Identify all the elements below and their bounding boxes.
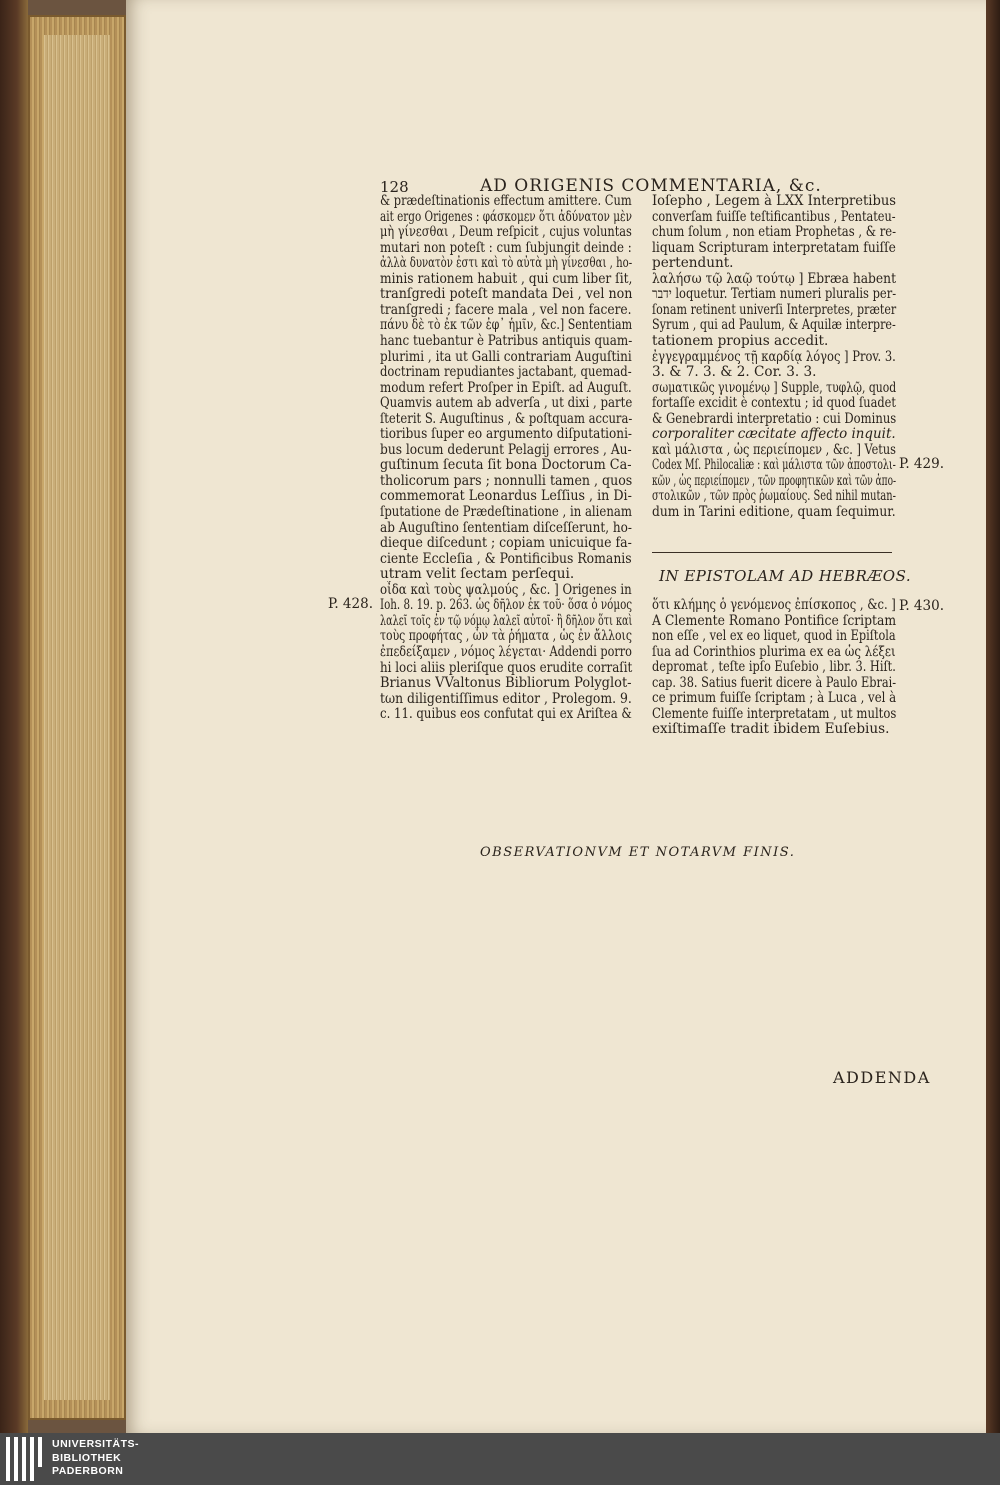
hebrews-note-line: ce primum fuiſſe ſcriptam ; à Luca , vel à — [652, 690, 897, 707]
left-column-line: minis rationem habuit , qui cum liber ſit, — [380, 270, 633, 287]
left-column-line: μὴ γίνεσθαι , Deum reſpicit , cujus voluntas — [380, 224, 632, 241]
left-column-line: utram velit ſectam perſequi. — [380, 566, 575, 583]
section-divider — [652, 552, 892, 553]
left-column-line: λαλεῖ τοῖς ἐν τῷ νόμῳ λαλεῖ αὐτοῖ· ἢ δῆλον ὅτι καὶ — [380, 612, 633, 629]
hebrews-note-line: exiſtimaſſe tradit ibidem Euſebius. — [652, 721, 890, 738]
left-column-line: modum refert Proſper in Epiſt. ad Auguſt. — [380, 379, 632, 396]
right-column-line: στολικῶν , τῶν πρὸς ῥωμαίους. Sed nihil mutan- — [652, 488, 896, 505]
hebrews-note-line: A Clemente Romano Pontifice ſcriptam — [652, 612, 897, 629]
right-column-line: ſonam retinent univerſi Interpretes, præter — [652, 301, 897, 318]
right-column-line: Ioſepho , Legem à LXX Interpretibus — [652, 193, 897, 209]
left-column-line: tranſgredi ; facere mala , vel non facere. — [380, 301, 632, 318]
catchword: ADDENDA — [833, 1068, 931, 1087]
left-column-line: dieque diſcedunt ; copiam unicuique fa- — [380, 535, 632, 552]
running-title: AD ORIGENIS COMMENTARIA, &c. — [480, 176, 822, 196]
left-column-line: tωn diligentiſſimus editor , Prolegom. 9. — [380, 690, 632, 707]
right-column-line: καὶ μάλιστα , ὡς περιείπομεν , &c. ] Vetus — [652, 441, 896, 458]
book-binding — [0, 0, 28, 1433]
left-column-line: ait ergo Origenes : φάσκομεν ὅτι ἀδύνατον μὲν — [380, 208, 632, 225]
left-column-line: Brianus VValtonus Bibliorum Polyglot- — [380, 675, 632, 692]
right-column-line: tationem propius accedit. — [652, 332, 829, 349]
book-cover-edge — [986, 0, 1000, 1433]
right-column-line: fortaſſe excidit è contextu ; id quod ſuadet — [652, 395, 896, 412]
hebrews-note-line: ὅτι κλήμης ὁ γενόμενος ἐπίσκοπος , &c. ] — [652, 597, 896, 613]
hebrews-note-line: Clemente fuiſſe interpretatam , ut multos — [652, 705, 897, 722]
gilt-page-edge — [28, 15, 126, 1420]
right-column-line: ἐγγεγραμμένος τῇ καρδίᾳ λόγος ] Prov. 3. — [652, 348, 896, 365]
right-column-line: Codex Mſ. Philocaliæ : καὶ μάλιστα τῶν ἀποστολι- — [652, 457, 896, 474]
right-column-line: λαλήσω τῷ λαῷ τούτῳ ] Ebræa habent — [652, 270, 897, 287]
right-column-line: pertendunt. — [652, 255, 734, 272]
left-column-line: ſputatione de Prædeſtinatione , in alienam — [380, 504, 632, 520]
left-column-line: tholicorum pars ; nonnulli tamen , quos — [380, 472, 633, 489]
margin-note-p430: P. 430. — [899, 598, 944, 614]
left-column-line: οἶδα καὶ τοὺς ψαλμούς , &c. ] Origenes in — [380, 581, 632, 598]
finis-line: OBSERVATIONVM ET NOTARVM FINIS. — [480, 845, 796, 860]
left-column-line: ab Auguſtino ſententiam diſceſſerunt, ho- — [380, 519, 632, 536]
left-column-line: mutari non poteſt : cum ſubjungit deinde : — [380, 239, 632, 256]
left-column-line: c. 11. quibus eos confutat qui ex Ariſtea & — [380, 706, 632, 723]
page-number: 128 — [380, 178, 409, 196]
right-column-line: Syrum , qui ad Paulum, & Aquilæ interpre- — [652, 317, 896, 334]
right-column-line: σωματικῶς γινομένῳ ] Supple, τυφλῷ, quod — [652, 379, 897, 396]
left-column-line: guſtinum ſecuta ſit bona Doctorum Ca- — [380, 457, 632, 474]
left-column-line: πάνυ δὲ τὸ ἐκ τῶν ἐφ᾽ ἡμῖν, &c.] Sententiam — [380, 317, 633, 334]
library-logo-icon — [6, 1437, 44, 1481]
left-column-line: tioribus ſuper eo argumento diſputationi- — [380, 426, 633, 443]
left-column-line: hanc tuebantur è Patribus antiquis quam- — [380, 332, 633, 349]
left-column-line: Ioh. 8. 19. p. 263. ὡς δῆλον ἐκ τοῦ· ὅσα ὁ νόμος — [380, 597, 633, 614]
right-column-line: κῶν , ὡς περιείπομεν , τῶν προφητικῶν καὶ τῶν ἀπο- — [652, 472, 897, 489]
right-column-line: corporaliter cæcitate affecto inquit. — [652, 426, 896, 443]
left-column-line: doctrinam repudiantes jactabant, quemad- — [380, 364, 632, 381]
margin-note-p428: P. 428. — [328, 596, 373, 612]
left-column-line: tranſgredi poteſt mandata Dei , vel non — [380, 286, 633, 303]
left-column-line: τοὺς προφήτας , ὧν τὰ ῥήματα , ὡς ἐν ἄλλοις — [380, 628, 632, 645]
right-column-line: & Genebrardi interpretatio : cui Dominus — [652, 410, 897, 427]
hebrews-note-line: ſua ad Corinthios plurima ex ea ὡς λέξει — [652, 643, 896, 660]
left-column-line: & prædeſtinationis effectum amittere. Cum — [380, 193, 632, 209]
left-column-line: Quamvis autem ab adverſa , ut dixi , parte — [380, 395, 633, 412]
left-column-line: plurimi , ita ut Galli contrariam Auguſtini — [380, 348, 632, 365]
right-column-line: ידבר loquetur. Tertiam numeri pluralis per- — [652, 286, 897, 303]
hebrews-note-line: depromat , teſte ipſo Euſebio , libr. 3. Hiſt. — [652, 659, 896, 676]
left-column-line: ſteterit S. Auguſtinus , & poſtquam accura- — [380, 410, 633, 427]
right-column-line: dum in Tarini editione, quam ſequimur. — [652, 504, 896, 520]
right-column-line: converſam fuiſſe teſtificantibus , Pentateu- — [652, 208, 896, 225]
library-footer — [0, 1433, 1000, 1485]
right-column-line: 3. & 7. 3. & 2. Cor. 3. 3. — [652, 364, 817, 381]
left-column-line: bus locum dederunt Pelagij errores , Au- — [380, 441, 632, 458]
hebrews-note-line: non eſſe , vel ex eo liquet, quod in Epiſtola — [652, 628, 896, 645]
margin-note-p429: P. 429. — [899, 456, 944, 472]
hebrews-note-line: cap. 38. Satius fuerit dicere à Paulo Ebrai- — [652, 674, 897, 691]
right-column-line: chum ſolum , non etiam Prophetas , & re- — [652, 224, 897, 241]
left-column-line: ἀλλὰ δυνατὸν ἐστι καὶ τὸ αὐτὰ μὴ γίνεσθαι , ho- — [380, 255, 633, 272]
left-column-line: ἐπεδείξαμεν , νόμος λέγεται· Addendi porro — [380, 643, 632, 660]
left-column-line: ciente Eccleſia , & Pontificibus Romanis — [380, 550, 632, 567]
library-logo-text: UNIVERSITÄTS- BIBLIOTHEK PADERBORN — [52, 1438, 140, 1477]
left-column-line: hi loci aliis pleriſque quos erudite corraſit — [380, 659, 633, 676]
section-title: IN EPISTOLAM AD HEBRÆOS. — [659, 567, 912, 585]
left-column-line: commemorat Leonardus Leſſius , in Di- — [380, 488, 632, 505]
right-column-line: liquam Scripturam interpretatam fuiſſe — [652, 239, 896, 256]
